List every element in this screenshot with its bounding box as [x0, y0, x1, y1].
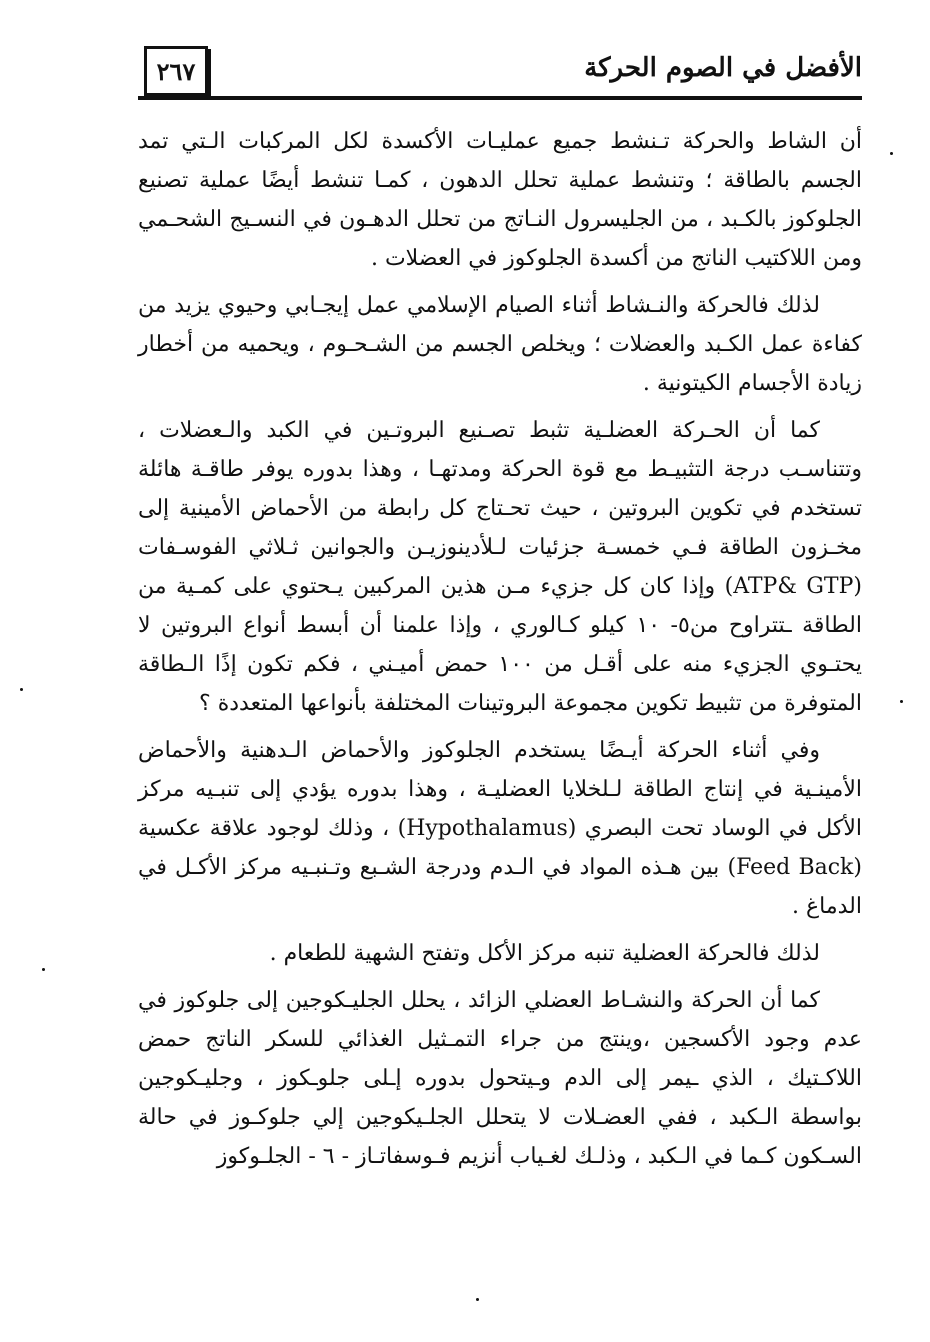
- header-rule: [138, 96, 862, 100]
- paragraph-2: لذلك فالحركة والنـشاط أثناء الصيام الإسلامي عمل إيجـابي وحيوي يزيد من كفاءة عمل الكـبد والعضلات ؛ ويخلص الجسم من الشـحـوم ، ويحميه من أخطار زيادة الأجسام الكيتونية .: [138, 293, 862, 396]
- paragraph-1: أن الشاط والحركة تـنشط جميع عمليـات الأكسدة لكل المركبات الـتي تمد الجسم بالطاقة ؛ وتنشط عملية تحلل الدهون ، كمـا تنشط أيضًا عملية تصنيع الجلوكوز بالكـبد ، من الجليسرول النـاتج من تحلل الدهـون في النسـيج الشحـمي ومن اللاكتيب الناتج من أكسدة الجلوكوز في العضلات .: [138, 129, 862, 271]
- page-number-box: [144, 46, 208, 96]
- page-header: [138, 44, 862, 100]
- paragraph-6: كما أن الحركة والنشـاط العضلي الزائد ، يحلل الجليـكوجين إلى جلوكوز في عدم وجود الأكسجين ،وينتج من جراء التمـثيل الغذائي للسكر الناتج حمض اللاكـتيك ، الذي ـيمر إلى الدم وـيتحول بدوره إـلى جلوـكوز ، وجليـكوجين بواسطة الـكبد ، ففي العضـلات لا يتحلل الجلـيكوجين إلي جلوكـوز في حالة السـكون كـما في الـكبد ، وذلـك لغـياب أنزيم فـوسفاتـاز - ٦ - الجلـوكوز: [138, 988, 862, 1169]
- running-title: الأفضل في الصوم الحركة: [584, 53, 862, 83]
- page-number: ٢٦٧: [156, 56, 196, 86]
- paragraph-3: كما أن الحـركة العضلـية تثبط تصـنيع البروتـين في الكبد والـعضلات ، وتتناسـب درجة التثبيـط مع قوة الحركة ومدتهـا ، وهذا بدوره يوفر طاقـة هائلة تستخدم في تكوين البروتين ، حيث تحـتاج كل رابطة من الأحماض الأمينية إلى مخـزون الطاقة فـي خمسـة جزئيات لـلأدينوزيـن والجوانين ثـلاثي الفوسـفات (ATP& GTP) وإذا كان كل جزيء مـن هذين المركبين يـحتوي على كمـية من الطاقة ـتتراوح من٥- ١٠ كيلو كـالوري ، وإذا علمنا أن أبسط أنواع البروتين لا يحتـوي الجزيء منه على أقـل من ١٠٠ حمض أميـني ، فكم تكون إذًا الـطاقة المتوفرة من تثبيط تكوين مجموعة البروتينات المختلفة بأنواعها المتعددة ؟: [138, 418, 863, 716]
- body-text: [138, 122, 862, 1184]
- scan-speck: [476, 1298, 479, 1301]
- paragraph-5: لذلك فالحركة العضلية تنبه مركز الأكل وتفتح الشهية للطعام .: [269, 941, 820, 966]
- paragraph-4: وفي أثناء الحركة أيـضًا يستخدم الجلوكوز والأحماض الـدهنية والأحماض الأمينـية في إنتاج الطاقة لـلخلايا العضليـة ، وهذا بدوره يؤدي إلى تنبـيه مركز الأكل في الوساد تحت البصري (Hypothalamus) ، وذلك لوجود علاقة عكسية (Feed Back) بين هـذه المواد في الـدم ودرجة الشـبع وتـنبـيه مركز الأكـل في الدماغ .: [138, 738, 862, 919]
- scan-speck: [20, 688, 23, 691]
- scan-speck: [890, 152, 893, 155]
- scan-speck: [42, 968, 45, 971]
- scan-speck: [900, 700, 903, 703]
